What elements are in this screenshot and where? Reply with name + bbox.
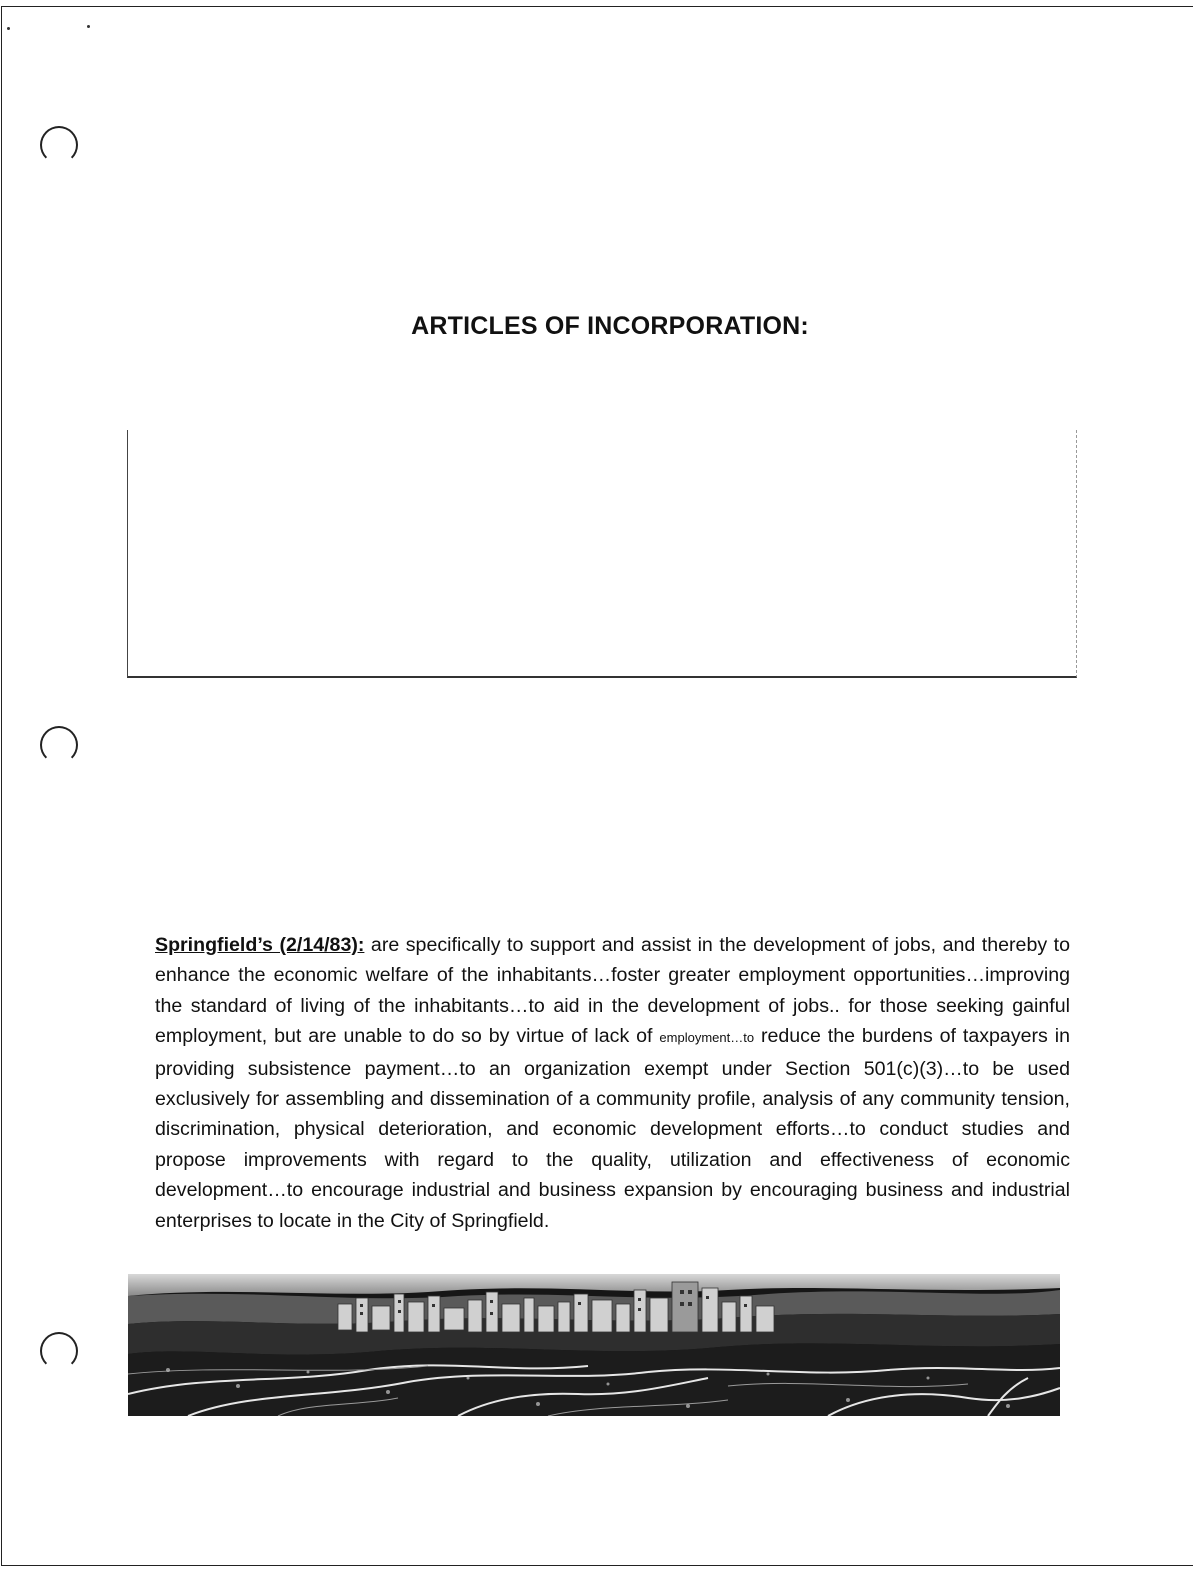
paragraph-text-part1: are specifically to support and assist in the development of jobs, and thereby to enhance the economic welfare of the inhabitants…foster greater employment opportunities…improving the standard of living of the inhabitants…to aid in the development of jobs.. for those seeking gainful employment, but are unable to do so by virtue of lack of: [155, 934, 1070, 1048]
city-skyline-photo-icon: [128, 1274, 1060, 1416]
punch-hole-middle-icon: [40, 726, 78, 764]
incorporation-paragraph: [155, 930, 1070, 1236]
punch-hole-top-icon: [40, 126, 78, 164]
paragraph-text-part2: reduce the burdens of taxpayers in providing subsistence payment…to an organization exempt under Section 501(c)(3)…to be used exclusively for assembling and dissemination of a community profile, analysis of any community tension, discrimination, physical deterioration, and economic development efforts…to conduct studies and propose improvements with regard to the quality, utilization and effectiveness of economic development…to encourage industrial and business expansion by encouraging business and industrial enterprises to locate in the City of Springfield.: [155, 1025, 1070, 1232]
page-title: ARTICLES OF INCORPORATION:: [411, 312, 809, 340]
punch-hole-bottom-icon: [40, 1332, 78, 1370]
blank-content-box: [127, 430, 1077, 678]
scan-speck: [7, 27, 10, 30]
paragraph-small-word: employment…to: [659, 1030, 755, 1046]
paragraph-lead: Springfield’s (2/14/83):: [155, 934, 365, 956]
scan-speck: [87, 25, 90, 28]
